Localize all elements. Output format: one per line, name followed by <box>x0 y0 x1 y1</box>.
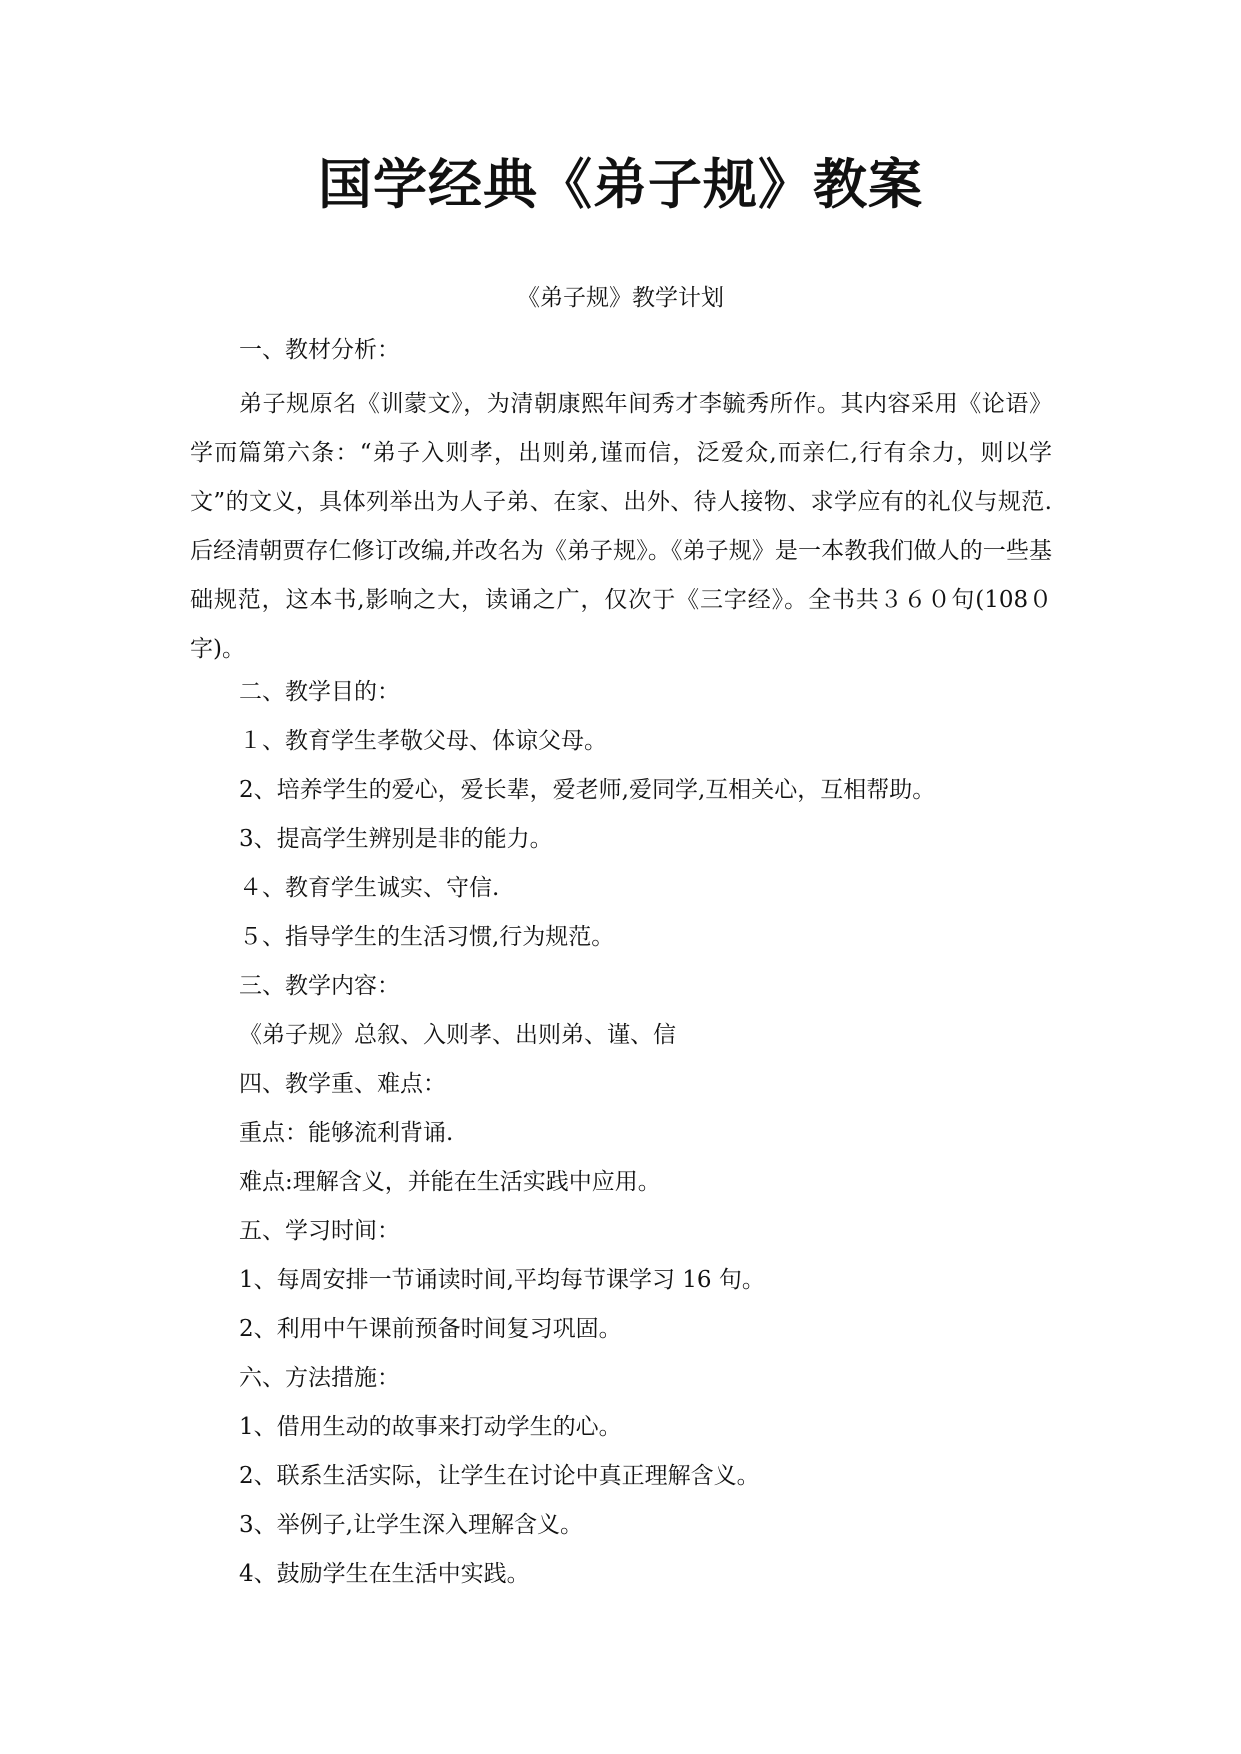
goal-item: 3、提高学生辨别是非的能力。 <box>239 826 553 852</box>
analysis-paragraph: 弟子规原名《训蒙文》，为清朝康熙年间秀才李毓秀所作。其内容采用《论语》学而篇第六条：“弟子入则孝，出则弟,谨而信，泛爱众,而亲仁,行有余力，则以学文”的文义，具体列举出为人子弟、在家、出外、待人接物、求学应有的礼仪与规范.后经清朝贾存仁修订改编,并改名为《弟子规》。《弟子规》是一本教我们做人的一些基础规范，这本书,影响之大，读诵之广，仅次于《三字经》。全书共３６０句(108０字)。 <box>190 391 1052 662</box>
method-item: 1、借用生动的故事来打动学生的心。 <box>239 1414 622 1440</box>
document-subtitle: 《弟子规》教学计划 <box>517 285 724 311</box>
content-text: 《弟子规》总叙、入则孝、出则弟、谨、信 <box>239 1022 676 1048</box>
method-item: 3、举例子,让学生深入理解含义。 <box>239 1512 583 1538</box>
schedule-item: 2、利用中午课前预备时间复习巩固。 <box>239 1316 622 1342</box>
goal-item: １、教育学生孝敬父母、体谅父母。 <box>239 728 607 754</box>
section-heading-methods: 六、方法措施： <box>239 1365 400 1391</box>
section-heading-analysis: 一、教材分析： <box>239 337 400 363</box>
goal-item: 2、培养学生的爱心，爱长辈，爱老师,爱同学,互相关心，互相帮助。 <box>239 777 936 803</box>
keypoint-key: 重点：能够流利背诵. <box>239 1120 454 1146</box>
section-heading-content: 三、教学内容： <box>239 973 400 999</box>
section-heading-keypoints: 四、教学重、难点： <box>239 1071 446 1097</box>
section-heading-goals: 二、教学目的： <box>239 679 400 705</box>
method-item: 4、鼓励学生在生活中实践。 <box>239 1561 530 1587</box>
keypoint-difficulty: 难点:理解含义，并能在生活实践中应用。 <box>239 1169 661 1195</box>
document-title: 国学经典《弟子规》教案 <box>318 153 923 216</box>
section-heading-schedule: 五、学习时间： <box>239 1218 400 1244</box>
schedule-item: 1、每周安排一节诵读时间,平均每节课学习 16 句。 <box>239 1267 765 1293</box>
goal-item: ５、指导学生的生活习惯,行为规范。 <box>239 924 615 950</box>
method-item: 2、联系生活实际，让学生在讨论中真正理解含义。 <box>239 1463 760 1489</box>
goal-item: ４、教育学生诚实、守信. <box>239 875 500 901</box>
